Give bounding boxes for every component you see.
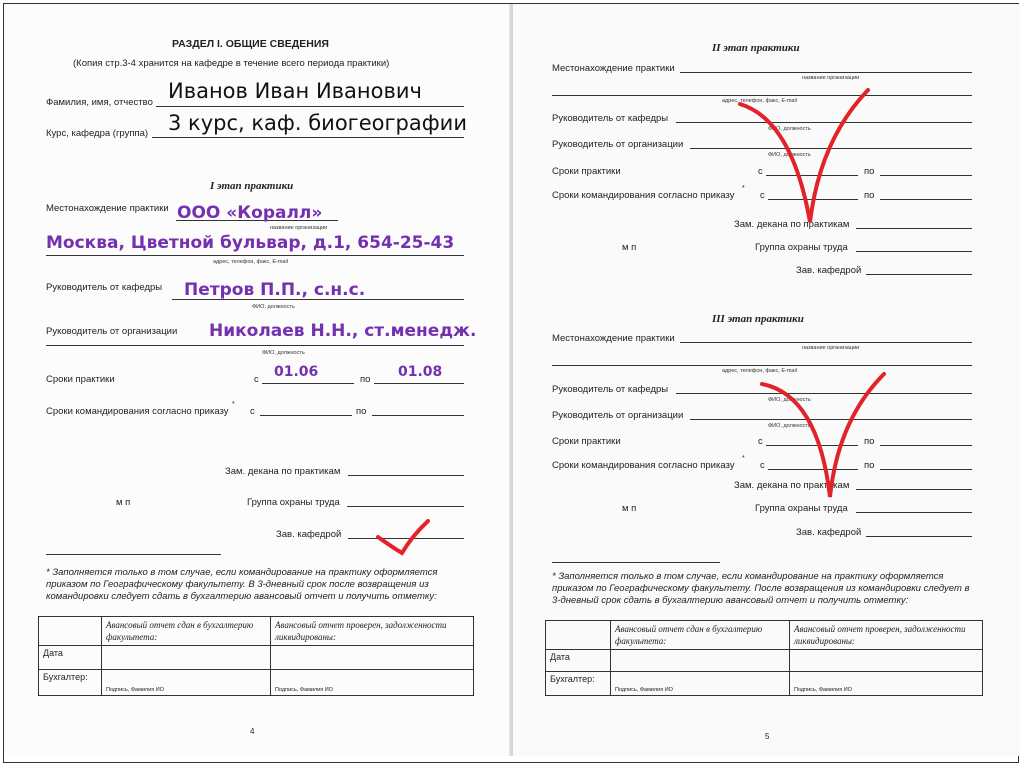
trip-to-line <box>372 415 464 416</box>
stage2-title: II этап практики <box>712 42 800 54</box>
table-row-accountant: Бухгалтер: <box>546 672 611 696</box>
page-number-4: 4 <box>250 727 255 736</box>
stage3-org-head-line <box>690 419 972 420</box>
stage2-dates-to: по <box>864 166 875 177</box>
table-row-accountant: Бухгалтер: <box>39 670 102 696</box>
stage3-dates-from-line <box>766 445 858 446</box>
dept-head-label: Руководитель от кафедры <box>46 282 163 293</box>
stage2-trip-to: по <box>864 190 875 201</box>
stage3-dates-from: с <box>758 436 763 447</box>
org-head-line <box>46 345 464 346</box>
stage2-dates-to-line <box>880 175 972 176</box>
trip-asterisk: * <box>232 401 235 408</box>
table-corner <box>546 621 611 650</box>
fio-value: Иванов Иван Иванович <box>168 79 422 103</box>
stage2-mp: м п <box>622 242 637 253</box>
stage2-dates-from: с <box>758 166 763 177</box>
dates-from-line <box>262 383 354 384</box>
dates-to-line <box>374 383 464 384</box>
address-line <box>46 255 464 256</box>
stage2-deputy-dean: Зам. декана по практикам <box>734 219 850 230</box>
stage3-trip-to: по <box>864 460 875 471</box>
table-col2-header: Авансовый отчет проверен, задолженности ликвидированы: <box>271 617 474 646</box>
safety-group-label: Группа охраны труда <box>247 497 340 508</box>
table-row-date: Дата <box>39 646 102 670</box>
trip-from-line <box>260 415 352 416</box>
stage3-footnote: * Заполняется только в том случае, если командирование на практику оформляется приказом по Географическому факультету. После возвращения из командировки следует в 3-дневный срок сдать в бухгалтерию авансовый отчет и получить отметку: <box>552 571 970 606</box>
stage1-title: I этап практики <box>210 180 294 192</box>
stage2-dept-caption: ФИО, должность <box>768 126 811 132</box>
stage2-address-line <box>552 95 972 96</box>
fio-label: Фамилия, имя, отчество <box>46 97 153 108</box>
stage3-mp: м п <box>622 503 637 514</box>
stage3-location-label: Местонахождение практики <box>552 333 675 344</box>
stage3-dates-to: по <box>864 436 875 447</box>
org-head-caption: ФИО, должность <box>262 350 305 356</box>
deputy-dean-line <box>348 475 464 476</box>
trip-label: Сроки командирования согласно приказу <box>46 406 229 417</box>
stage2-location-line <box>680 72 972 73</box>
stage3-org-caption2: ФИО, должность <box>768 423 811 429</box>
location-label: Местонахождение практики <box>46 203 169 214</box>
stage2-dept-head-label: Руководитель от кафедры <box>552 113 669 124</box>
stage2-deputy-dean-line <box>856 228 972 229</box>
accounting-table-right <box>545 620 983 696</box>
date-to-value: 01.08 <box>398 364 443 380</box>
stage3-dates-to-line <box>880 445 972 446</box>
table-sign-caption: Подпись, Фамилия ИО <box>102 670 271 696</box>
head-dept-line <box>348 538 464 539</box>
org-head-label: Руководитель от организации <box>46 326 178 337</box>
address-caption: адрес, телефон, факс, E-mail <box>213 259 288 265</box>
dates-from-label: с <box>254 374 259 385</box>
stage3-trip-to-line <box>880 469 972 470</box>
date-from-value: 01.06 <box>274 364 319 380</box>
course-value: 3 курс, каф. биогеографии <box>168 111 467 135</box>
stage2-org-head-line <box>690 148 972 149</box>
course-line <box>152 137 464 138</box>
dates-label: Сроки практики <box>46 374 115 385</box>
stage2-trip-from-line <box>768 199 858 200</box>
table-cell <box>271 646 474 670</box>
section-title: РАЗДЕЛ I. ОБЩИЕ СВЕДЕНИЯ <box>172 38 329 50</box>
stage3-deputy-dean: Зам. декана по практикам <box>734 480 850 491</box>
table-cell <box>611 650 790 672</box>
footnote-separator <box>46 554 221 555</box>
table-sign-caption: Подпись, Фамилия ИО <box>790 672 983 696</box>
stage3-safety-line <box>856 512 972 513</box>
stage2-trip-to-line <box>880 199 972 200</box>
dept-head-value: Петров П.П., с.н.с. <box>184 280 366 300</box>
org-caption: название организации <box>270 225 328 231</box>
stage2-trip-asterisk: * <box>742 185 745 192</box>
trip-from-label: с <box>250 406 255 417</box>
stage3-dept-head-label: Руководитель от кафедры <box>552 384 669 395</box>
stage2-trip-from: с <box>760 190 765 201</box>
address-value: Москва, Цветной бульвар, д.1, 654-25-43 <box>46 233 455 253</box>
page-number-5: 5 <box>765 732 770 741</box>
section-note: (Копия стр.3-4 хранится на кафедре в течение всего периода практики) <box>73 58 390 69</box>
table-col1-header: Авансовый отчет сдан в бухгалтерию факультета: <box>611 621 790 650</box>
location-value: ООО «Коралл» <box>177 203 323 223</box>
footnote-text: * Заполняется только в том случае, если командирование на практику оформляется приказом по Географическому факультету. В 3-дневный срок после возвращения из командировки следует сдать в бухгалтерию авансовый отчет и получить отметку: <box>46 567 438 602</box>
fio-line <box>156 106 464 107</box>
stage2-head-dept-line <box>866 274 972 275</box>
stage2-dates-from-line <box>766 175 858 176</box>
stage2-dept-head-line <box>676 122 972 123</box>
safety-group-line <box>347 506 464 507</box>
stage3-safety-group: Группа охраны труда <box>755 503 848 514</box>
stage3-dates-label: Сроки практики <box>552 436 621 447</box>
stage2-safety-line <box>856 251 972 252</box>
stage3-footnote-separator <box>552 562 720 563</box>
dates-to-label: по <box>360 374 371 385</box>
stage3-address-line <box>552 365 972 366</box>
stage2-org-head-label: Руководитель от организации <box>552 139 684 150</box>
stage3-trip-asterisk: * <box>742 455 745 462</box>
stage3-dept-caption: ФИО, должность <box>768 397 811 403</box>
table-col2-header: Авансовый отчет проверен, задолженности ликвидированы: <box>790 621 983 650</box>
stage3-location-line <box>680 342 972 343</box>
dept-head-caption: ФИО, должность <box>252 304 295 310</box>
trip-to-label: по <box>356 406 367 417</box>
org-head-value: Николаев Н.Н., ст.менедж. <box>209 321 477 341</box>
stage3-trip-from-line <box>768 469 858 470</box>
table-sign-caption: Подпись, Фамилия ИО <box>611 672 790 696</box>
stage3-head-dept: Зав. кафедрой <box>796 527 862 538</box>
mp-label: м п <box>116 497 131 508</box>
stage3-dept-head-line <box>676 393 972 394</box>
accounting-table <box>38 616 474 696</box>
table-corner <box>39 617 102 646</box>
table-cell <box>102 646 271 670</box>
table-row-date: Дата <box>546 650 611 672</box>
stage2-safety-group: Группа охраны труда <box>755 242 848 253</box>
stage2-location-label: Местонахождение практики <box>552 63 675 74</box>
course-label: Курс, кафедра (группа) <box>46 128 149 139</box>
head-dept-label: Зав. кафедрой <box>276 529 342 540</box>
stage3-trip-from: с <box>760 460 765 471</box>
stage2-trip-label: Сроки командирования согласно приказу <box>552 190 735 201</box>
stage2-org-caption2: ФИО, должность <box>768 152 811 158</box>
deputy-dean-label: Зам. декана по практикам <box>225 466 341 477</box>
table-col1-header: Авансовый отчет сдан в бухгалтерию факультета: <box>102 617 271 646</box>
stage3-org-head-label: Руководитель от организации <box>552 410 684 421</box>
stage3-org-caption: название организации <box>802 345 860 351</box>
stage3-title: III этап практики <box>712 313 804 325</box>
table-sign-caption: Подпись, Фамилия ИО <box>271 670 474 696</box>
stage3-trip-label: Сроки командирования согласно приказу <box>552 460 735 471</box>
stage3-address-caption: адрес, телефон, факс, E-mail <box>722 368 797 374</box>
stage2-address-caption: адрес, телефон, факс, E-mail <box>722 98 797 104</box>
table-cell <box>790 650 983 672</box>
stage2-head-dept: Зав. кафедрой <box>796 265 862 276</box>
stage2-dates-label: Сроки практики <box>552 166 621 177</box>
stage3-deputy-dean-line <box>856 489 972 490</box>
stage3-head-dept-line <box>866 536 972 537</box>
stage2-org-caption: название организации <box>802 75 860 81</box>
